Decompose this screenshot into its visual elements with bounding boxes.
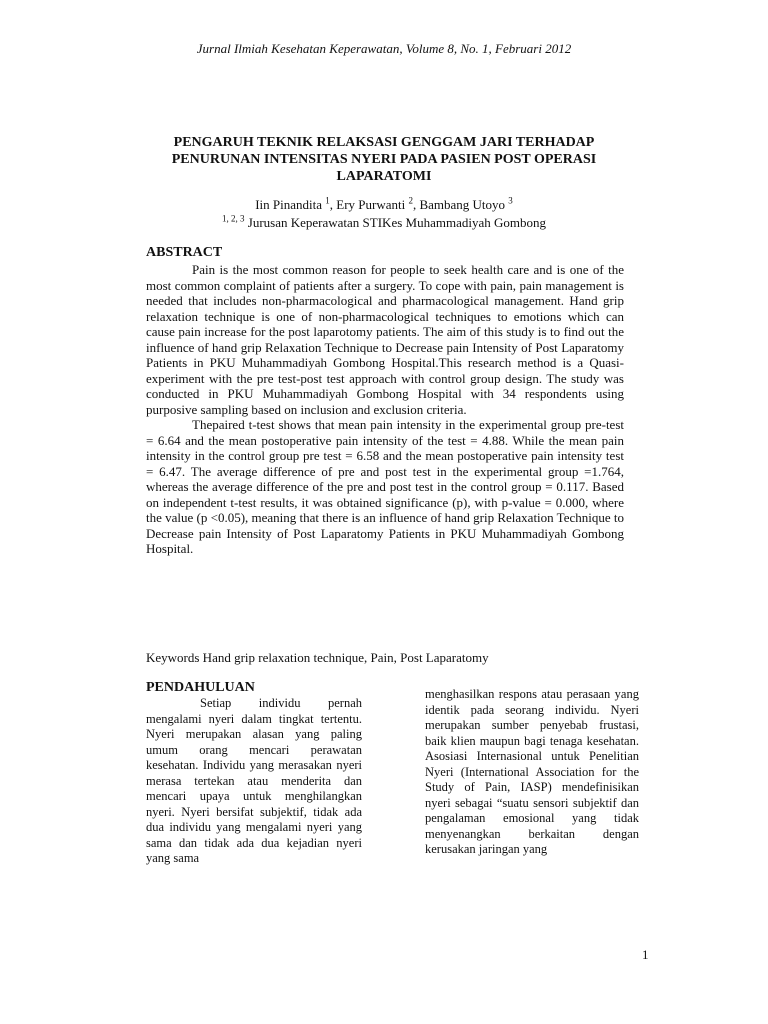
- section-heading: PENDAHULUAN: [146, 680, 255, 695]
- affiliation-text: Jurusan Keperawatan STIKes Muhammadiyah Gombong: [244, 215, 546, 230]
- author-name: Iin Pinandita: [255, 197, 322, 212]
- body-paragraph: Setiap individu pernah mengalami nyeri dalam tingkat tertentu. Nyeri merupakan alasan yang paling umum orang mencari perawatan kesehatan. Individu yang merasakan nyeri merasa tertekan atau menderita dan mencari upaya untuk menghilangkan nyeri. Nyeri bersifat subjektif, tidak ada dua individu yang mengalami nyeri yang sama dan tidak ada dua kejadian nyeri yang sama: [146, 696, 362, 865]
- abstract-paragraph: Thepaired t-test shows that mean pain intensity in the experimental group pre-test = 6.64 and the mean postoperative pain intensity of the test = 4.88. While the mean pain intensity in the control group pre test = 6.58 and the mean postoperative pain intensity test = 6.47. The average difference of pre and post test in the experimental group =1.764, whereas the average difference of the pre and post test in the control group = 0.117. Based on independent t-test results, it was obtained significance (p), with p-value = 0.000, where the value (p <0.05), meaning that there is an influence of hand grip Relaxation Technique to Decrease pain Intensity of Post Laparatomy Patients in PKU Muhammadiyah Gombong Hospital.: [146, 417, 625, 556]
- affiliation-superscript: 1, 2, 3: [222, 213, 245, 224]
- author-superscript: 1: [325, 195, 330, 206]
- journal-header: Jurnal Ilmiah Kesehatan Keperawatan, Volume 8, No. 1, Februari 2012: [196, 41, 572, 56]
- author-list: [0, 196, 768, 214]
- right-column: [425, 687, 639, 858]
- abstract-heading: ABSTRACT: [146, 245, 223, 260]
- author-name: , Ery Purwanti: [329, 197, 406, 212]
- author-name: , Bambang Utoyo: [412, 197, 506, 212]
- page-number: 1: [642, 947, 649, 962]
- left-column: [146, 680, 362, 867]
- keywords: Keywords Hand grip relaxation technique, Pain, Post Laparatomy: [146, 650, 489, 665]
- affiliation: [0, 214, 768, 232]
- abstract-paragraph: Pain is the most common reason for people to seek health care and is one of the most common complaint of patients after a surgery. To cope with pain, pain management is needed that includes non-pharmacological and pharmacological management. Hand grip relaxation technique is one of non-pharmacological techniques to emotions which can cause pain increase for the post laparotomy patients. The aim of this study is to find out the influence of hand grip Relaxation Technique to Decrease pain Intensity of Post Laparatomy Patients in PKU Muhammadiyah Gombong Hospital.This research method is a Quasi-experiment with the pre test-post test approach with control group design. The study was conducted in PKU Muhammadiyah Gombong Hospital with 34 respondents using purposive sampling based on inclusion and exclusion criteria.: [146, 262, 624, 417]
- body-paragraph: menghasilkan respons atau perasaan yang identik pada seorang individu. Nyeri merupakan sumber penyebab frustasi, baik klien maupun bagi tenaga kesehatan. Asosiasi Internasional untuk Penelitian Nyeri (International Association for the Study of Pain, IASP) mendefinisikan nyeri sebagai “suatu sensori subjektif dan pengalaman emosional yang tidak menyenangkan berkaitan dengan kerusakan jaringan yang: [425, 687, 639, 856]
- abstract-body: [146, 262, 624, 557]
- paper-title: PENGARUH TEKNIK RELAKSASI GENGGAM JARI TERHADAP PENURUNAN INTENSITAS NYERI PADA PASIEN POST OPERASI LAPARATOMI: [171, 135, 597, 184]
- author-superscript: 3: [508, 195, 513, 206]
- author-superscript: 2: [408, 195, 413, 206]
